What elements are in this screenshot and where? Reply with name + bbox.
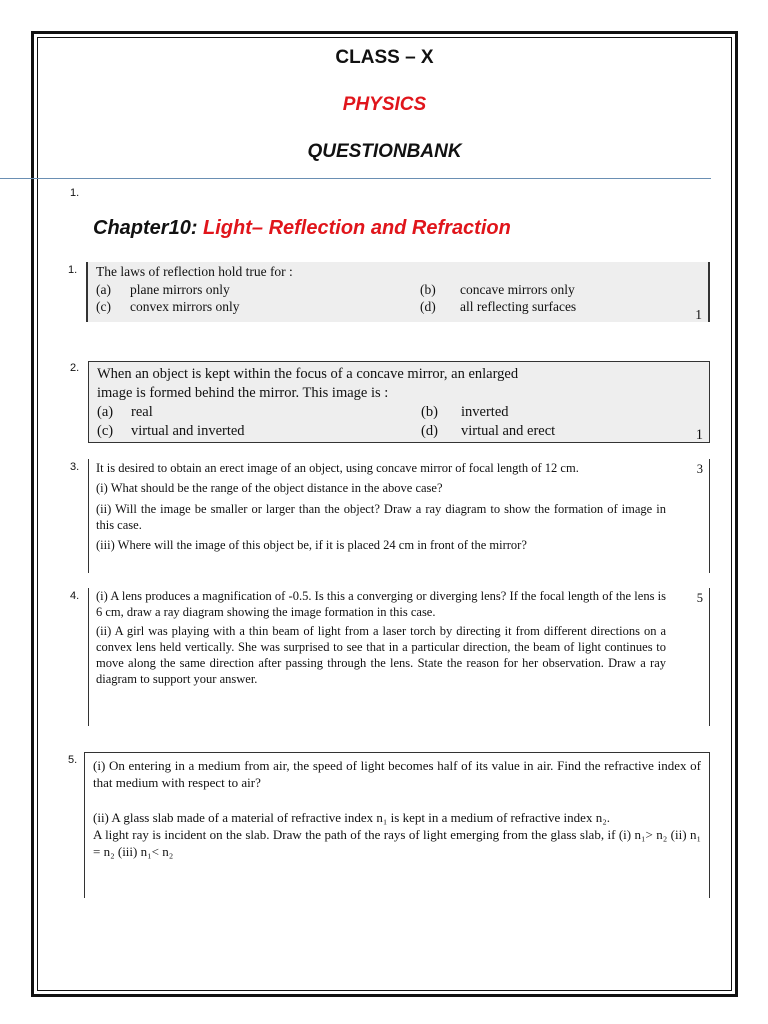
questionbank-title: QUESTIONBANK <box>307 141 462 162</box>
question-stem: The laws of reflection hold true for : <box>96 264 293 279</box>
option-label: (d) <box>420 299 436 315</box>
option-text: concave mirrors only <box>460 281 575 297</box>
question-5 <box>84 752 710 898</box>
option-label: (b) <box>421 403 438 420</box>
option-text: plane mirrors only <box>130 281 230 297</box>
option-label: (c) <box>97 422 114 439</box>
option-text: inverted <box>461 403 509 420</box>
question-part: A light ray is incident on the slab. Draw the path of the rays of light emerging from the glass slab, if (i) n₁> n₂ (ii) n₁ = n₂ (iii) n₁< n₂ <box>93 826 701 859</box>
option-text: real <box>131 403 153 420</box>
subject-title: PHYSICS <box>342 94 427 115</box>
question-2 <box>88 361 710 443</box>
question-stem-line: image is formed behind the mirror. This image is : <box>97 384 389 401</box>
question-number: 3. <box>70 461 80 473</box>
question-part: (iii) Where will the image of this object be, if it is placed 24 cm in front of the mirror? <box>96 538 527 552</box>
question-part: (i) A lens produces a magnification of -0.5. Is this a converging or diverging lens? If the focal length of the lens is 6 cm, draw a ray diagram showing the image formation in this case. <box>96 589 666 620</box>
question-part: (ii) Will the image be smaller or larger than the object? Draw a ray diagram to show the formation of image in this case. <box>96 501 666 532</box>
chapter-heading <box>93 217 511 240</box>
question-marks: 1 <box>695 427 703 443</box>
question-marks: 3 <box>696 462 703 476</box>
option-label: (a) <box>97 403 114 420</box>
option-text: all reflecting surfaces <box>460 299 577 315</box>
option-text: virtual and inverted <box>131 422 245 439</box>
option-text: virtual and erect <box>461 422 556 439</box>
question-stem-line: When an object is kept within the focus of a concave mirror, an enlarged <box>97 366 519 382</box>
class-title: CLASS – X <box>335 47 434 68</box>
chapter-title: Light– Reflection and Refraction <box>203 217 511 239</box>
question-stem: It is desired to obtain an erect image of an object, using concave mirror of focal length of 12 cm. <box>96 461 579 475</box>
question-part: (i) What should be the range of the object distance in the above case? <box>96 481 443 496</box>
question-number: 5. <box>68 754 78 766</box>
option-label: (a) <box>96 281 111 297</box>
header-divider <box>0 178 711 179</box>
chapter-prefix: Chapter10: <box>93 217 204 239</box>
question-number: 2. <box>70 362 80 374</box>
question-part: (i) On entering in a medium from air, the speed of light becomes half of its value in air. Find the refractive index of that medium with respect to air? <box>93 758 701 790</box>
option-text: convex mirrors only <box>130 299 240 315</box>
question-3 <box>88 459 710 573</box>
question-number: 4. <box>70 590 80 602</box>
list-number: 1. <box>70 187 80 199</box>
question-number: 1. <box>68 264 78 276</box>
option-label: (c) <box>96 299 111 315</box>
question-marks: 1 <box>695 307 702 322</box>
option-label: (d) <box>421 422 438 439</box>
question-1 <box>86 262 710 322</box>
option-label: (b) <box>420 281 436 297</box>
question-4 <box>88 588 710 726</box>
question-part: (ii) A girl was playing with a thin beam of light from a laser torch by directing it from different directions on a convex lens held vertically. She was surprised to see that in a particular direction, the beam of light continues to move along the same direction after passing through the lens. State the reason for her observation. Draw a ray diagram to support your answer. <box>96 623 666 687</box>
question-part: (ii) A glass slab made of a material of refractive index n₁ is kept in a medium of refractive index n₂. <box>93 809 610 825</box>
question-marks: 5 <box>696 591 703 605</box>
